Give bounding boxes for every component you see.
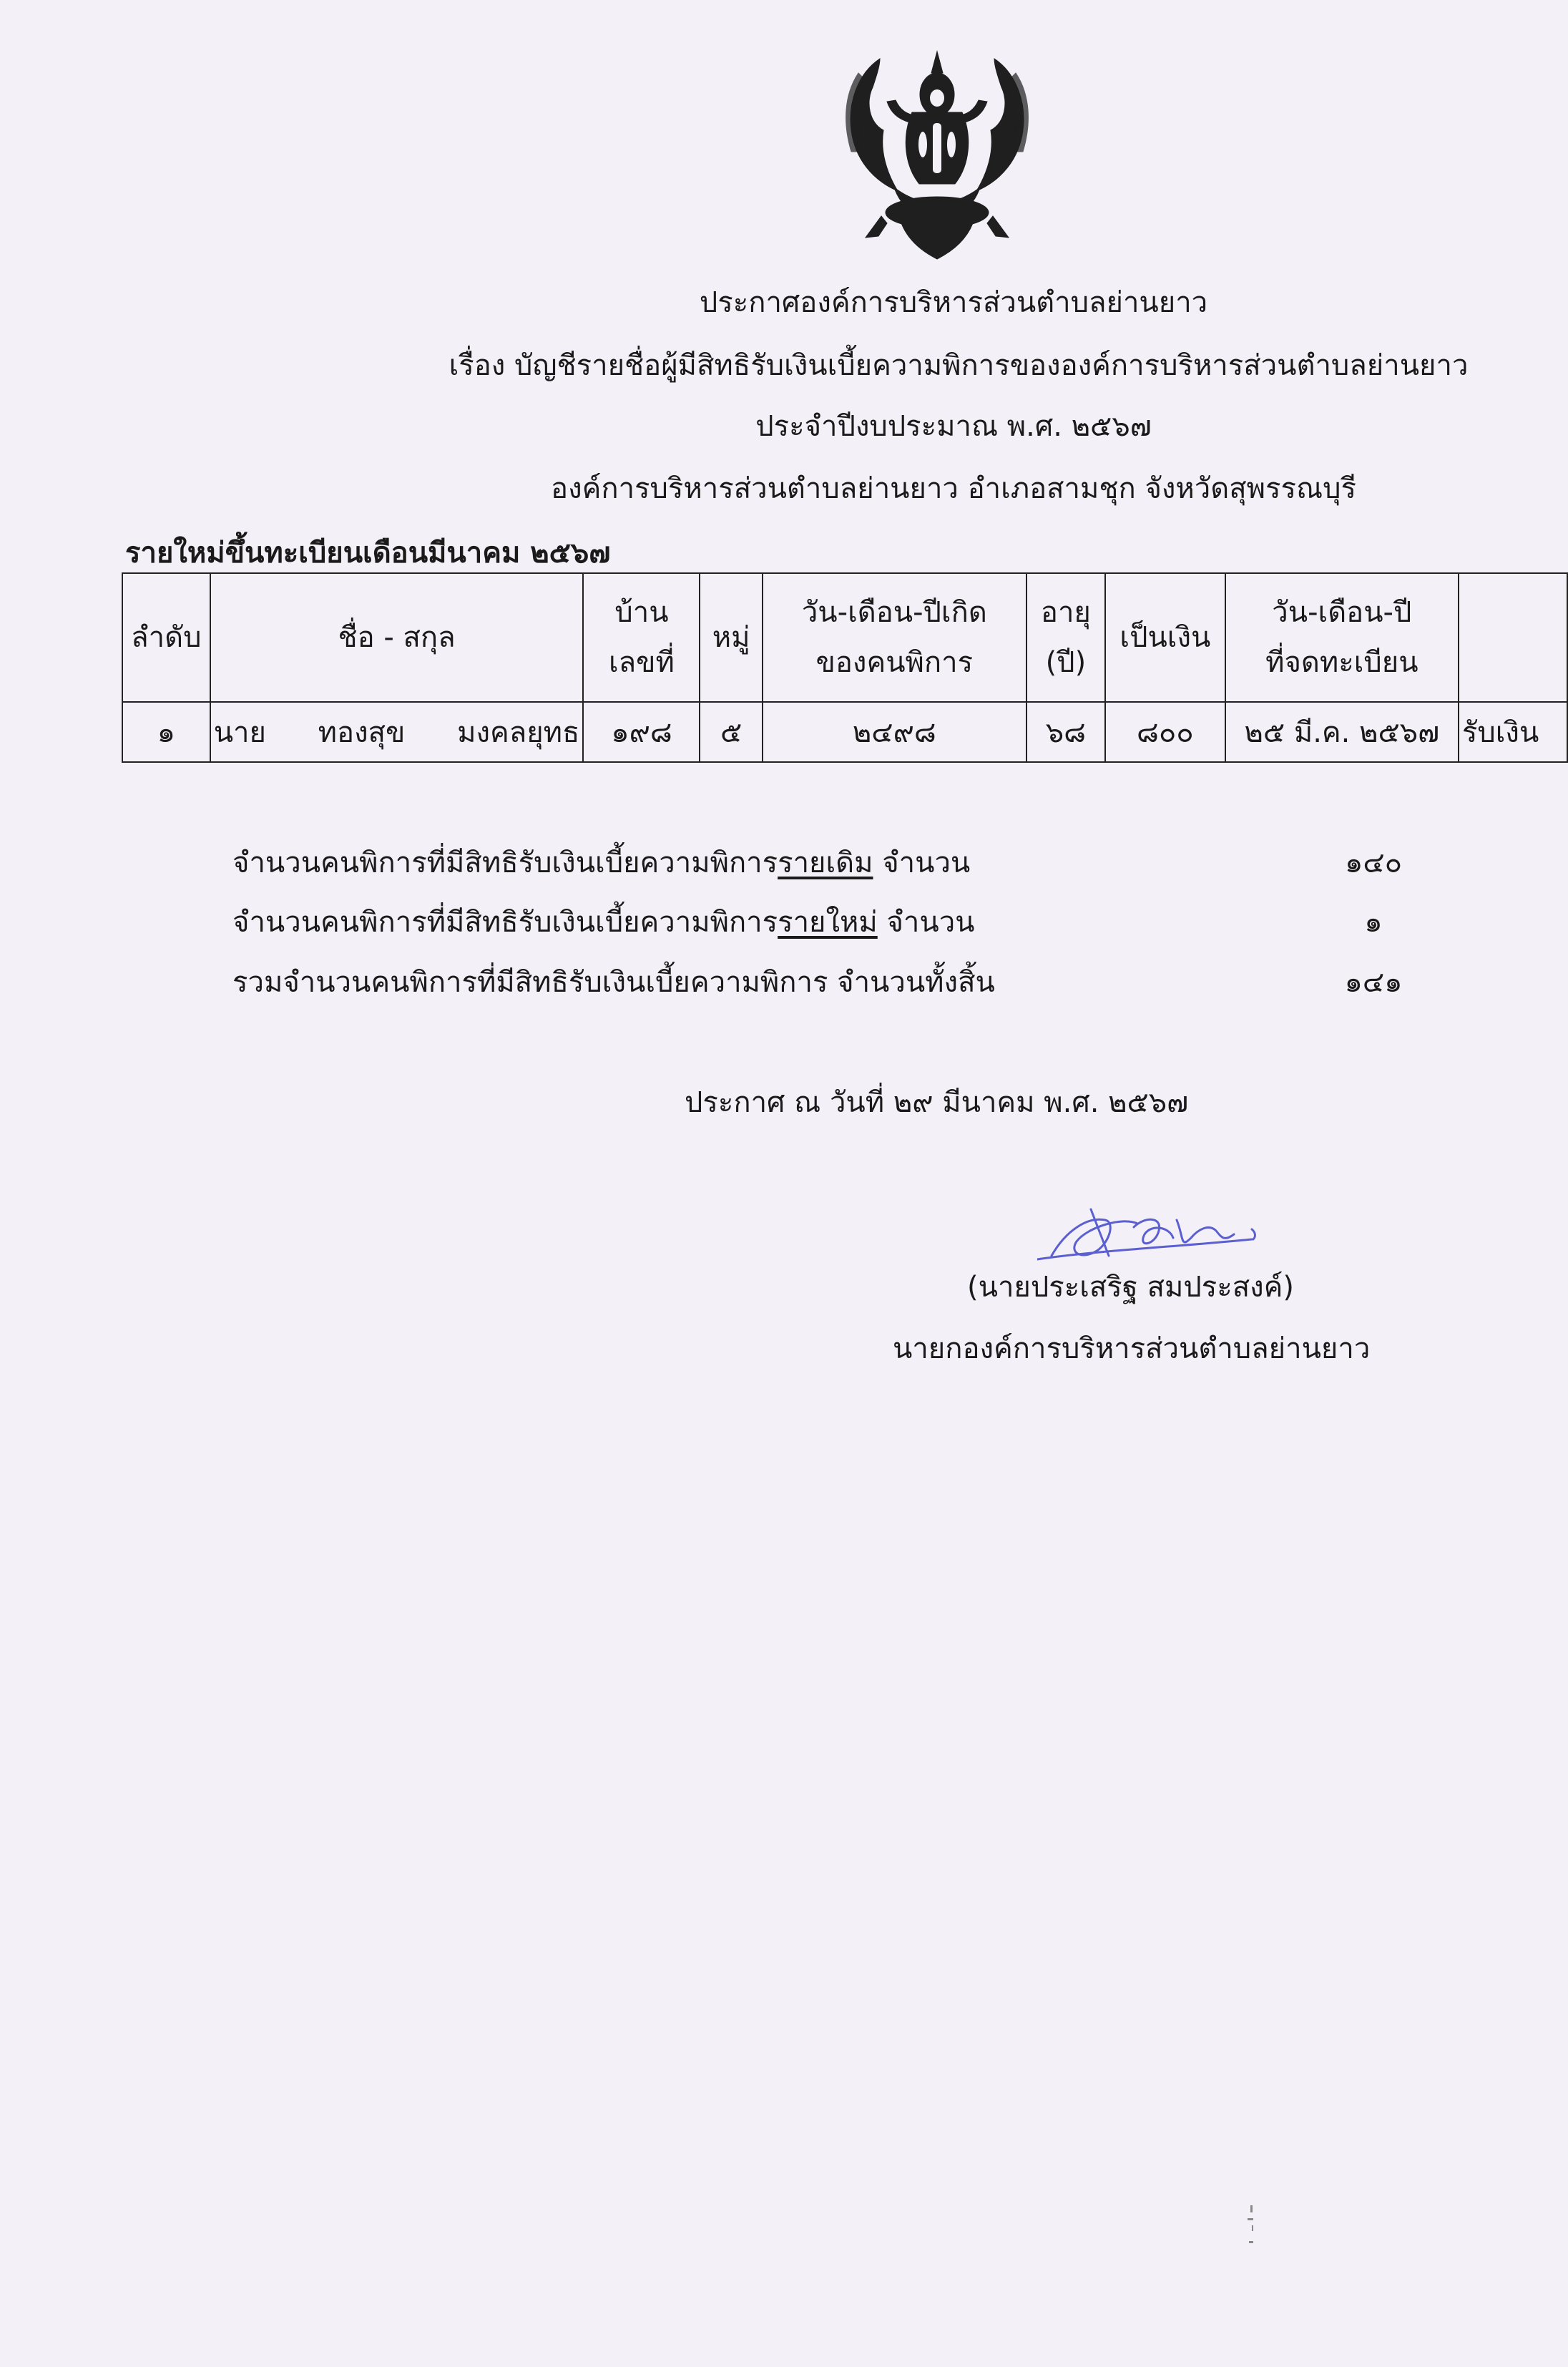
header-name: ชื่อ - สกุล [210, 573, 584, 702]
header-house-line2: เลขที่ [609, 646, 675, 679]
last-name: มงคลยุทธ [457, 716, 580, 749]
header-regdate-line1: วัน-เดือน-ปี [1272, 596, 1412, 629]
name-prefix: นาย [213, 716, 266, 749]
header-moo: หมู่ [700, 573, 762, 702]
header-no: ลำดับ [122, 573, 210, 702]
new-registration-heading: รายใหม่ขึ้นทะเบียนเดือนมีนาคม ๒๕๖๗ [125, 537, 611, 570]
cell-name [210, 702, 584, 762]
header-birthdate [763, 573, 1026, 702]
summary-new-text: จำนวนคนพิการที่มีสิทธิรับเงินเบี้ยความพิการ [232, 906, 778, 939]
announcement-title: ประกาศองค์การบริหารส่วนตำบลย่านยาว [699, 286, 1208, 319]
header-birthdate-line1: วัน-เดือน-ปีเกิด [801, 596, 987, 629]
summary-existing-underlined: รายเดิม [778, 846, 873, 879]
summary-total-text: รวมจำนวนคนพิการที่มีสิทธิรับเงินเบี้ยความพิการ จำนวนทั้งสิ้น [232, 966, 995, 999]
signer-position: นายกองค์การบริหารส่วนตำบลย่านยาว [893, 1332, 1371, 1365]
header-house-line1: บ้าน [614, 596, 669, 629]
header-birthdate-line2: ของคนพิการ [815, 646, 974, 679]
summary-existing-text: จำนวนคนพิการที่มีสิทธิรับเงินเบี้ยความพิการ [232, 846, 778, 879]
cell-note: รับเงิน [1459, 702, 1567, 762]
cell-registration-date: ๒๕ มี.ค. ๒๕๖๗ [1225, 702, 1459, 762]
header-house-number [583, 573, 700, 702]
registration-table [122, 572, 1568, 763]
header-age [1026, 573, 1105, 702]
header-note [1459, 573, 1567, 702]
cell-age: ๖๘ [1026, 702, 1105, 762]
header-amount: เป็นเงิน [1105, 573, 1225, 702]
header-registration-date [1225, 573, 1459, 702]
organization-location-line: องค์การบริหารส่วนตำบลย่านยาว อำเภอสามชุก จังหวัดสุพรรณบุรี [551, 472, 1356, 505]
announcement-subject: เรื่อง บัญชีรายชื่อผู้มีสิทธิรับเงินเบี้ยความพิการขององค์การบริหารส่วนตำบลย่านยาว [449, 349, 1469, 382]
cell-no: ๑ [122, 702, 210, 762]
cell-house: ๑๙๘ [583, 702, 700, 762]
summary-new-suffix: จำนวน [877, 906, 975, 939]
header-regdate-line2: ที่จดทะเบียน [1265, 646, 1418, 679]
cell-moo: ๕ [700, 702, 762, 762]
fiscal-year-line: ประจำปีงบประมาณ พ.ศ. ๒๕๖๗ [755, 410, 1152, 443]
cell-amount: ๘๐๐ [1105, 702, 1225, 762]
summary-existing [232, 839, 970, 885]
announcement-date: ประกาศ ณ วันที่ ๒๙ มีนาคม พ.ศ. ๒๕๖๗ [685, 1086, 1189, 1119]
signer-name: (นายประเสริฐ สมประสงค์) [967, 1271, 1295, 1304]
table-row [122, 702, 1567, 762]
summary-existing-suffix: จำนวน [873, 846, 971, 879]
summary-total [232, 959, 995, 1005]
first-name: ทองสุข [318, 716, 406, 749]
summary-existing-value: ๑๔๐ [1344, 846, 1403, 879]
header-age-line2: (ปี) [1045, 646, 1087, 679]
summary-total-value: ๑๔๑ [1344, 966, 1403, 999]
summary-new-value: ๑ [1364, 906, 1383, 939]
summary-new [232, 899, 975, 945]
handwritten-signature [1037, 1188, 1295, 1274]
table-header-row [122, 573, 1567, 702]
header-age-line1: อายุ [1040, 596, 1091, 629]
cell-birthdate: ๒๔๙๘ [763, 702, 1026, 762]
summary-new-underlined: รายใหม่ [778, 906, 878, 939]
paper-marks [1230, 2204, 1273, 2261]
